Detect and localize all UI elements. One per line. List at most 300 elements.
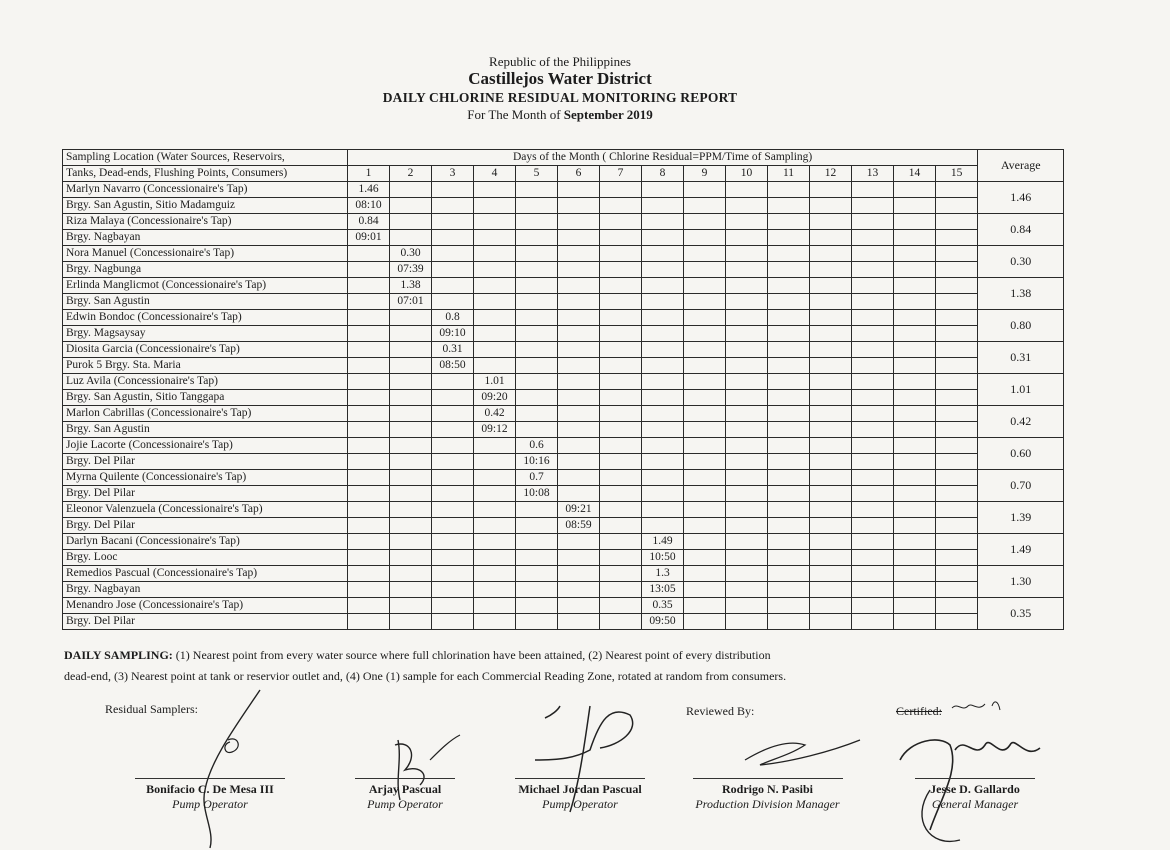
report-month-line bbox=[0, 106, 1120, 123]
empty-cell bbox=[852, 566, 894, 582]
signatory-2 bbox=[345, 778, 465, 812]
empty-cell bbox=[894, 278, 936, 294]
empty-cell bbox=[348, 262, 390, 278]
location-address: Brgy. San Agustin bbox=[63, 294, 348, 310]
empty-cell bbox=[768, 534, 810, 550]
empty-cell bbox=[558, 198, 600, 214]
empty-cell bbox=[558, 310, 600, 326]
empty-cell bbox=[558, 294, 600, 310]
empty-cell bbox=[390, 214, 432, 230]
empty-cell bbox=[810, 550, 852, 566]
empty-cell bbox=[600, 294, 642, 310]
empty-cell bbox=[600, 358, 642, 374]
empty-cell bbox=[558, 614, 600, 630]
empty-cell bbox=[936, 550, 978, 566]
empty-cell bbox=[894, 246, 936, 262]
empty-cell bbox=[600, 422, 642, 438]
empty-cell bbox=[600, 182, 642, 198]
location-row-secondary bbox=[63, 486, 1064, 502]
empty-cell bbox=[600, 262, 642, 278]
location-address: Brgy. San Agustin bbox=[63, 422, 348, 438]
empty-cell bbox=[684, 342, 726, 358]
empty-cell bbox=[768, 230, 810, 246]
empty-cell bbox=[390, 550, 432, 566]
location-name: Marlyn Navarro (Concessionaire's Tap) bbox=[63, 182, 348, 198]
empty-cell bbox=[432, 598, 474, 614]
location-name: Marlon Cabrillas (Concessionaire's Tap) bbox=[63, 406, 348, 422]
empty-cell bbox=[726, 422, 768, 438]
location-name: Myrna Quilente (Concessionaire's Tap) bbox=[63, 470, 348, 486]
certified-label: Certified: bbox=[896, 704, 942, 718]
residual-ppm: 0.30 bbox=[390, 246, 432, 262]
district-name: Castillejos Water District bbox=[468, 69, 652, 88]
empty-cell bbox=[936, 214, 978, 230]
empty-cell bbox=[558, 550, 600, 566]
empty-cell bbox=[936, 406, 978, 422]
average-value: 1.38 bbox=[978, 278, 1064, 310]
empty-cell bbox=[432, 422, 474, 438]
residual-ppm: 0.35 bbox=[642, 598, 684, 614]
empty-cell bbox=[432, 486, 474, 502]
empty-cell bbox=[600, 198, 642, 214]
empty-cell bbox=[936, 198, 978, 214]
empty-cell bbox=[642, 198, 684, 214]
residual-ppm: 0.8 bbox=[432, 310, 474, 326]
empty-cell bbox=[600, 326, 642, 342]
empty-cell bbox=[516, 406, 558, 422]
empty-cell bbox=[390, 342, 432, 358]
empty-cell bbox=[726, 246, 768, 262]
average-value: 0.70 bbox=[978, 470, 1064, 502]
empty-cell bbox=[348, 374, 390, 390]
empty-cell bbox=[474, 182, 516, 198]
empty-cell bbox=[558, 582, 600, 598]
empty-cell bbox=[390, 182, 432, 198]
empty-cell bbox=[348, 486, 390, 502]
average-value: 0.35 bbox=[978, 598, 1064, 630]
empty-cell bbox=[894, 518, 936, 534]
empty-cell bbox=[852, 406, 894, 422]
average-value: 0.84 bbox=[978, 214, 1064, 246]
empty-cell bbox=[852, 326, 894, 342]
residual-ppm: 1.46 bbox=[348, 182, 390, 198]
empty-cell bbox=[768, 214, 810, 230]
month-prefix: For The Month of bbox=[467, 107, 561, 122]
empty-cell bbox=[894, 470, 936, 486]
empty-cell bbox=[768, 342, 810, 358]
empty-cell bbox=[852, 310, 894, 326]
empty-cell bbox=[684, 422, 726, 438]
empty-cell bbox=[810, 566, 852, 582]
sampling-time: 09:10 bbox=[432, 326, 474, 342]
location-address: Brgy. Del Pilar bbox=[63, 614, 348, 630]
empty-cell bbox=[768, 326, 810, 342]
empty-cell bbox=[348, 534, 390, 550]
average-value: 0.60 bbox=[978, 438, 1064, 470]
empty-cell bbox=[432, 614, 474, 630]
empty-cell bbox=[852, 374, 894, 390]
empty-cell bbox=[768, 358, 810, 374]
empty-cell bbox=[684, 502, 726, 518]
empty-cell bbox=[600, 214, 642, 230]
empty-cell bbox=[684, 614, 726, 630]
day-header-10: 10 bbox=[726, 166, 768, 182]
empty-cell bbox=[642, 406, 684, 422]
empty-cell bbox=[432, 406, 474, 422]
empty-cell bbox=[600, 518, 642, 534]
empty-cell bbox=[516, 198, 558, 214]
empty-cell bbox=[684, 598, 726, 614]
location-row-secondary bbox=[63, 358, 1064, 374]
empty-cell bbox=[810, 598, 852, 614]
empty-cell bbox=[810, 614, 852, 630]
empty-cell bbox=[348, 246, 390, 262]
empty-cell bbox=[390, 566, 432, 582]
signatory-name: Bonifacio C. De Mesa III bbox=[146, 782, 274, 796]
average-header: Average bbox=[978, 150, 1064, 182]
empty-cell bbox=[432, 470, 474, 486]
empty-cell bbox=[516, 614, 558, 630]
residual-ppm: 1.3 bbox=[642, 566, 684, 582]
average-value: 0.31 bbox=[978, 342, 1064, 374]
empty-cell bbox=[474, 358, 516, 374]
empty-cell bbox=[390, 534, 432, 550]
notes-line-2: dead-end, (3) Nearest point at tank or reservior outlet and, (4) One (1) sample for each Commercial Reading Zone, rotated at random from consumers. bbox=[64, 669, 787, 683]
residual-ppm: 09:21 bbox=[558, 502, 600, 518]
sampling-time: 08:59 bbox=[558, 518, 600, 534]
residual-ppm: 0.84 bbox=[348, 214, 390, 230]
empty-cell bbox=[558, 246, 600, 262]
location-address: Brgy. Del Pilar bbox=[63, 486, 348, 502]
empty-cell bbox=[600, 470, 642, 486]
empty-cell bbox=[390, 198, 432, 214]
empty-cell bbox=[768, 614, 810, 630]
empty-cell bbox=[894, 342, 936, 358]
location-row-secondary bbox=[63, 294, 1064, 310]
empty-cell bbox=[684, 262, 726, 278]
average-value: 1.49 bbox=[978, 534, 1064, 566]
empty-cell bbox=[474, 470, 516, 486]
empty-cell bbox=[936, 534, 978, 550]
empty-cell bbox=[684, 278, 726, 294]
empty-cell bbox=[474, 342, 516, 358]
empty-cell bbox=[558, 374, 600, 390]
day-header-1: 1 bbox=[348, 166, 390, 182]
location-name: Nora Manuel (Concessionaire's Tap) bbox=[63, 246, 348, 262]
empty-cell bbox=[852, 358, 894, 374]
empty-cell bbox=[348, 406, 390, 422]
location-row bbox=[63, 438, 1064, 454]
location-header-2: Tanks, Dead-ends, Flushing Points, Consumers) bbox=[63, 166, 348, 182]
empty-cell bbox=[516, 358, 558, 374]
empty-cell bbox=[726, 198, 768, 214]
empty-cell bbox=[684, 230, 726, 246]
location-header-1: Sampling Location (Water Sources, Reservoirs, bbox=[63, 150, 348, 166]
empty-cell bbox=[516, 294, 558, 310]
empty-cell bbox=[600, 390, 642, 406]
empty-cell bbox=[852, 582, 894, 598]
empty-cell bbox=[894, 406, 936, 422]
sampling-time: 08:50 bbox=[432, 358, 474, 374]
empty-cell bbox=[642, 294, 684, 310]
empty-cell bbox=[600, 486, 642, 502]
location-row-secondary bbox=[63, 422, 1064, 438]
empty-cell bbox=[768, 374, 810, 390]
empty-cell bbox=[516, 582, 558, 598]
empty-cell bbox=[852, 454, 894, 470]
location-row bbox=[63, 502, 1064, 518]
empty-cell bbox=[894, 614, 936, 630]
day-header-14: 14 bbox=[894, 166, 936, 182]
signatory-4 bbox=[680, 778, 855, 812]
empty-cell bbox=[600, 454, 642, 470]
empty-cell bbox=[516, 422, 558, 438]
location-address: Brgy. Magsaysay bbox=[63, 326, 348, 342]
empty-cell bbox=[348, 582, 390, 598]
signatory-name: Rodrigo N. Pasibi bbox=[721, 782, 813, 796]
empty-cell bbox=[642, 422, 684, 438]
signatory-name: Michael Jordan Pascual bbox=[518, 782, 642, 796]
empty-cell bbox=[348, 598, 390, 614]
day-header-12: 12 bbox=[810, 166, 852, 182]
location-row bbox=[63, 534, 1064, 550]
empty-cell bbox=[852, 422, 894, 438]
empty-cell bbox=[936, 422, 978, 438]
empty-cell bbox=[558, 406, 600, 422]
empty-cell bbox=[768, 438, 810, 454]
empty-cell bbox=[600, 438, 642, 454]
empty-cell bbox=[600, 550, 642, 566]
empty-cell bbox=[432, 390, 474, 406]
empty-cell bbox=[726, 230, 768, 246]
empty-cell bbox=[600, 598, 642, 614]
location-row-secondary bbox=[63, 262, 1064, 278]
residual-ppm: 1.49 bbox=[642, 534, 684, 550]
empty-cell bbox=[894, 550, 936, 566]
empty-cell bbox=[348, 566, 390, 582]
empty-cell bbox=[558, 598, 600, 614]
empty-cell bbox=[936, 470, 978, 486]
empty-cell bbox=[726, 358, 768, 374]
signatory-title: Pump Operator bbox=[172, 797, 248, 811]
empty-cell bbox=[642, 278, 684, 294]
empty-cell bbox=[516, 534, 558, 550]
empty-cell bbox=[516, 262, 558, 278]
empty-cell bbox=[516, 598, 558, 614]
sampling-time: 09:50 bbox=[642, 614, 684, 630]
empty-cell bbox=[726, 182, 768, 198]
empty-cell bbox=[726, 294, 768, 310]
average-value: 0.42 bbox=[978, 406, 1064, 438]
location-address: Brgy. Del Pilar bbox=[63, 518, 348, 534]
empty-cell bbox=[852, 614, 894, 630]
empty-cell bbox=[726, 214, 768, 230]
empty-cell bbox=[348, 550, 390, 566]
sampling-time: 09:01 bbox=[348, 230, 390, 246]
day-header-3: 3 bbox=[432, 166, 474, 182]
report-body bbox=[63, 182, 1064, 630]
empty-cell bbox=[810, 438, 852, 454]
empty-cell bbox=[390, 486, 432, 502]
empty-cell bbox=[348, 518, 390, 534]
empty-cell bbox=[474, 294, 516, 310]
sampling-time: 07:39 bbox=[390, 262, 432, 278]
republic-line: Republic of the Philippines bbox=[489, 54, 631, 69]
empty-cell bbox=[642, 310, 684, 326]
empty-cell bbox=[684, 198, 726, 214]
location-row bbox=[63, 182, 1064, 198]
empty-cell bbox=[642, 438, 684, 454]
empty-cell bbox=[390, 390, 432, 406]
empty-cell bbox=[810, 230, 852, 246]
empty-cell bbox=[894, 374, 936, 390]
empty-cell bbox=[432, 246, 474, 262]
location-name: Jojie Lacorte (Concessionaire's Tap) bbox=[63, 438, 348, 454]
notes-line-1: (1) Nearest point from every water source where full chlorination have been attained, (2) Nearest point of every distribution bbox=[172, 648, 771, 662]
empty-cell bbox=[894, 534, 936, 550]
sampling-time: 07:01 bbox=[390, 294, 432, 310]
empty-cell bbox=[348, 470, 390, 486]
empty-cell bbox=[936, 182, 978, 198]
day-header-6: 6 bbox=[558, 166, 600, 182]
empty-cell bbox=[894, 262, 936, 278]
empty-cell bbox=[726, 438, 768, 454]
empty-cell bbox=[768, 454, 810, 470]
empty-cell bbox=[852, 518, 894, 534]
empty-cell bbox=[348, 278, 390, 294]
empty-cell bbox=[852, 470, 894, 486]
empty-cell bbox=[432, 182, 474, 198]
empty-cell bbox=[810, 342, 852, 358]
empty-cell bbox=[894, 598, 936, 614]
empty-cell bbox=[600, 614, 642, 630]
empty-cell bbox=[726, 582, 768, 598]
empty-cell bbox=[516, 310, 558, 326]
empty-cell bbox=[684, 374, 726, 390]
empty-cell bbox=[600, 406, 642, 422]
day-header-8: 8 bbox=[642, 166, 684, 182]
empty-cell bbox=[768, 598, 810, 614]
empty-cell bbox=[768, 246, 810, 262]
empty-cell bbox=[936, 390, 978, 406]
empty-cell bbox=[768, 422, 810, 438]
location-row-secondary bbox=[63, 614, 1064, 630]
signatory-3 bbox=[500, 778, 660, 812]
location-address: Purok 5 Brgy. Sta. Maria bbox=[63, 358, 348, 374]
empty-cell bbox=[558, 566, 600, 582]
empty-cell bbox=[390, 438, 432, 454]
average-value: 1.30 bbox=[978, 566, 1064, 598]
empty-cell bbox=[642, 262, 684, 278]
residual-ppm: 0.7 bbox=[516, 470, 558, 486]
empty-cell bbox=[474, 310, 516, 326]
empty-cell bbox=[768, 486, 810, 502]
empty-cell bbox=[348, 502, 390, 518]
empty-cell bbox=[558, 470, 600, 486]
empty-cell bbox=[894, 422, 936, 438]
empty-cell bbox=[432, 294, 474, 310]
signatory-1 bbox=[120, 778, 300, 812]
location-row bbox=[63, 246, 1064, 262]
average-value: 1.01 bbox=[978, 374, 1064, 406]
empty-cell bbox=[810, 582, 852, 598]
empty-cell bbox=[726, 502, 768, 518]
empty-cell bbox=[894, 390, 936, 406]
chlorine-residual-table bbox=[62, 149, 1064, 630]
empty-cell bbox=[810, 246, 852, 262]
empty-cell bbox=[894, 182, 936, 198]
empty-cell bbox=[684, 406, 726, 422]
empty-cell bbox=[936, 310, 978, 326]
empty-cell bbox=[852, 486, 894, 502]
location-row bbox=[63, 278, 1064, 294]
sampling-time: 13:05 bbox=[642, 582, 684, 598]
location-row bbox=[63, 374, 1064, 390]
location-name: Edwin Bondoc (Concessionaire's Tap) bbox=[63, 310, 348, 326]
empty-cell bbox=[516, 518, 558, 534]
location-address: Brgy. Looc bbox=[63, 550, 348, 566]
reviewed-label: Reviewed By: bbox=[686, 704, 755, 718]
empty-cell bbox=[726, 518, 768, 534]
empty-cell bbox=[516, 278, 558, 294]
empty-cell bbox=[474, 214, 516, 230]
location-name: Eleonor Valenzuela (Concessionaire's Tap) bbox=[63, 502, 348, 518]
empty-cell bbox=[936, 294, 978, 310]
empty-cell bbox=[726, 278, 768, 294]
signatory-title: Pump Operator bbox=[367, 797, 443, 811]
location-address: Brgy. Nagbayan bbox=[63, 230, 348, 246]
empty-cell bbox=[810, 358, 852, 374]
empty-cell bbox=[558, 422, 600, 438]
empty-cell bbox=[474, 262, 516, 278]
empty-cell bbox=[726, 534, 768, 550]
empty-cell bbox=[558, 534, 600, 550]
empty-cell bbox=[390, 614, 432, 630]
sampling-time: 08:10 bbox=[348, 198, 390, 214]
empty-cell bbox=[348, 454, 390, 470]
empty-cell bbox=[936, 502, 978, 518]
empty-cell bbox=[390, 502, 432, 518]
empty-cell bbox=[600, 342, 642, 358]
empty-cell bbox=[810, 518, 852, 534]
empty-cell bbox=[642, 246, 684, 262]
empty-cell bbox=[768, 182, 810, 198]
location-row-secondary bbox=[63, 390, 1064, 406]
empty-cell bbox=[852, 598, 894, 614]
empty-cell bbox=[936, 342, 978, 358]
empty-cell bbox=[810, 406, 852, 422]
day-header-5: 5 bbox=[516, 166, 558, 182]
empty-cell bbox=[768, 310, 810, 326]
empty-cell bbox=[348, 310, 390, 326]
empty-cell bbox=[600, 582, 642, 598]
residual-ppm: 0.31 bbox=[432, 342, 474, 358]
empty-cell bbox=[474, 582, 516, 598]
empty-cell bbox=[768, 582, 810, 598]
empty-cell bbox=[936, 598, 978, 614]
empty-cell bbox=[684, 182, 726, 198]
empty-cell bbox=[936, 566, 978, 582]
average-value: 0.30 bbox=[978, 246, 1064, 278]
empty-cell bbox=[684, 310, 726, 326]
location-address: Brgy. San Agustin, Sitio Tanggapa bbox=[63, 390, 348, 406]
empty-cell bbox=[642, 358, 684, 374]
empty-cell bbox=[390, 326, 432, 342]
empty-cell bbox=[936, 374, 978, 390]
empty-cell bbox=[348, 358, 390, 374]
signatory-title: Pump Operator bbox=[542, 797, 618, 811]
empty-cell bbox=[558, 262, 600, 278]
